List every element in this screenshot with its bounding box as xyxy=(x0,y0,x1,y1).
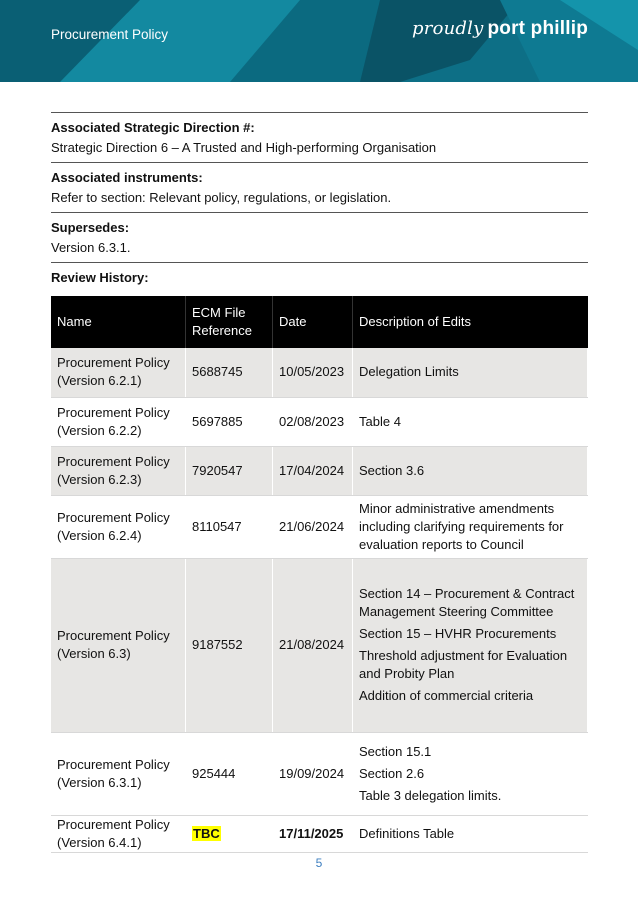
table-row xyxy=(51,558,588,732)
table-row xyxy=(51,732,588,815)
table-row xyxy=(51,397,588,446)
row-edits xyxy=(353,732,588,815)
row-ecm: 5688745 xyxy=(186,348,273,397)
edit-item: Threshold adjustment for Evaluation and Probity Plan xyxy=(359,648,568,681)
row-edits xyxy=(353,446,588,495)
page-number: 5 xyxy=(315,856,323,870)
row-name: Procurement Policy (Version 6.2.4) xyxy=(51,495,186,558)
edit-item: Table 4 xyxy=(359,413,401,429)
column-header-date: Date xyxy=(273,296,353,348)
row-date: 10/05/2023 xyxy=(273,348,353,397)
row-edits xyxy=(353,348,588,397)
edit-item: Table 3 delegation limits. xyxy=(359,787,502,803)
row-name: Procurement Policy (Version 6.3) xyxy=(51,558,186,732)
column-header-edits: Description of Edits xyxy=(353,296,588,348)
row-edits xyxy=(353,495,588,558)
row-name: Procurement Policy (Version 6.2.1) xyxy=(51,348,186,397)
edit-item: Section 2.6 xyxy=(359,765,425,781)
strategic-direction-value: Strategic Direction 6 – A Trusted and High-performing Organisation xyxy=(51,140,437,155)
edit-item: Section 14 – Procurement & Contract Management Steering Committee xyxy=(359,586,575,619)
row-name: Procurement Policy (Version 6.2.3) xyxy=(51,446,186,495)
edit-item: Section 15.1 xyxy=(359,743,432,759)
column-header-name: Name xyxy=(51,296,186,348)
table-row xyxy=(51,446,588,495)
row-edits xyxy=(353,815,588,852)
table-row xyxy=(51,815,588,852)
strategic-direction-label: Associated Strategic Direction #: xyxy=(51,120,255,135)
row-edits xyxy=(353,558,588,732)
brand-script-text: proudly xyxy=(412,18,484,39)
row-ecm xyxy=(186,815,273,852)
row-ecm: 8110547 xyxy=(186,495,273,558)
instruments-value: Refer to section: Relevant policy, regulations, or legislation. xyxy=(51,190,392,205)
row-date: 19/09/2024 xyxy=(273,732,353,815)
row-date: 21/06/2024 xyxy=(273,495,353,558)
row-date: 02/08/2023 xyxy=(273,397,353,446)
table-header-row xyxy=(51,296,588,348)
page-header xyxy=(0,0,638,82)
brand-bold-text: port phillip xyxy=(487,18,588,39)
review-history-table xyxy=(51,296,588,853)
supersedes-label: Supersedes: xyxy=(51,220,130,235)
edit-item: Addition of commercial criteria xyxy=(359,688,534,703)
table-row xyxy=(51,495,588,558)
row-date: 17/04/2024 xyxy=(273,446,353,495)
edit-item: Section 15 – HVHR Procurements xyxy=(359,626,557,641)
review-history-label: Review History: xyxy=(51,270,149,285)
supersedes-block xyxy=(51,212,588,263)
row-name: Procurement Policy (Version 6.4.1) xyxy=(51,815,186,852)
edit-item: Minor administrative amendments including clarifying requirements for evaluation reports to Council xyxy=(359,500,564,552)
row-date: 17/11/2025 xyxy=(273,815,353,852)
document-title: Procurement Policy xyxy=(51,27,169,42)
column-header-ecm: ECM File Reference xyxy=(186,296,273,348)
row-date: 21/08/2024 xyxy=(273,558,353,732)
edit-item: Section 3.6 xyxy=(359,462,425,478)
supersedes-value: Version 6.3.1. xyxy=(51,240,131,255)
tbc-highlight: TBC xyxy=(193,825,220,841)
table-row xyxy=(51,348,588,397)
row-ecm: 9187552 xyxy=(186,558,273,732)
edit-item: Definitions Table xyxy=(359,825,455,841)
row-ecm: 7920547 xyxy=(186,446,273,495)
brand-logo xyxy=(412,18,588,40)
strategic-direction-block xyxy=(51,112,588,162)
row-name: Procurement Policy (Version 6.3.1) xyxy=(51,732,186,815)
instruments-block xyxy=(51,162,588,212)
row-edits xyxy=(353,397,588,446)
row-ecm: 5697885 xyxy=(186,397,273,446)
instruments-label: Associated instruments: xyxy=(51,170,203,185)
edit-item: Delegation Limits xyxy=(359,364,459,380)
row-ecm: 925444 xyxy=(186,732,273,815)
row-name: Procurement Policy (Version 6.2.2) xyxy=(51,397,186,446)
